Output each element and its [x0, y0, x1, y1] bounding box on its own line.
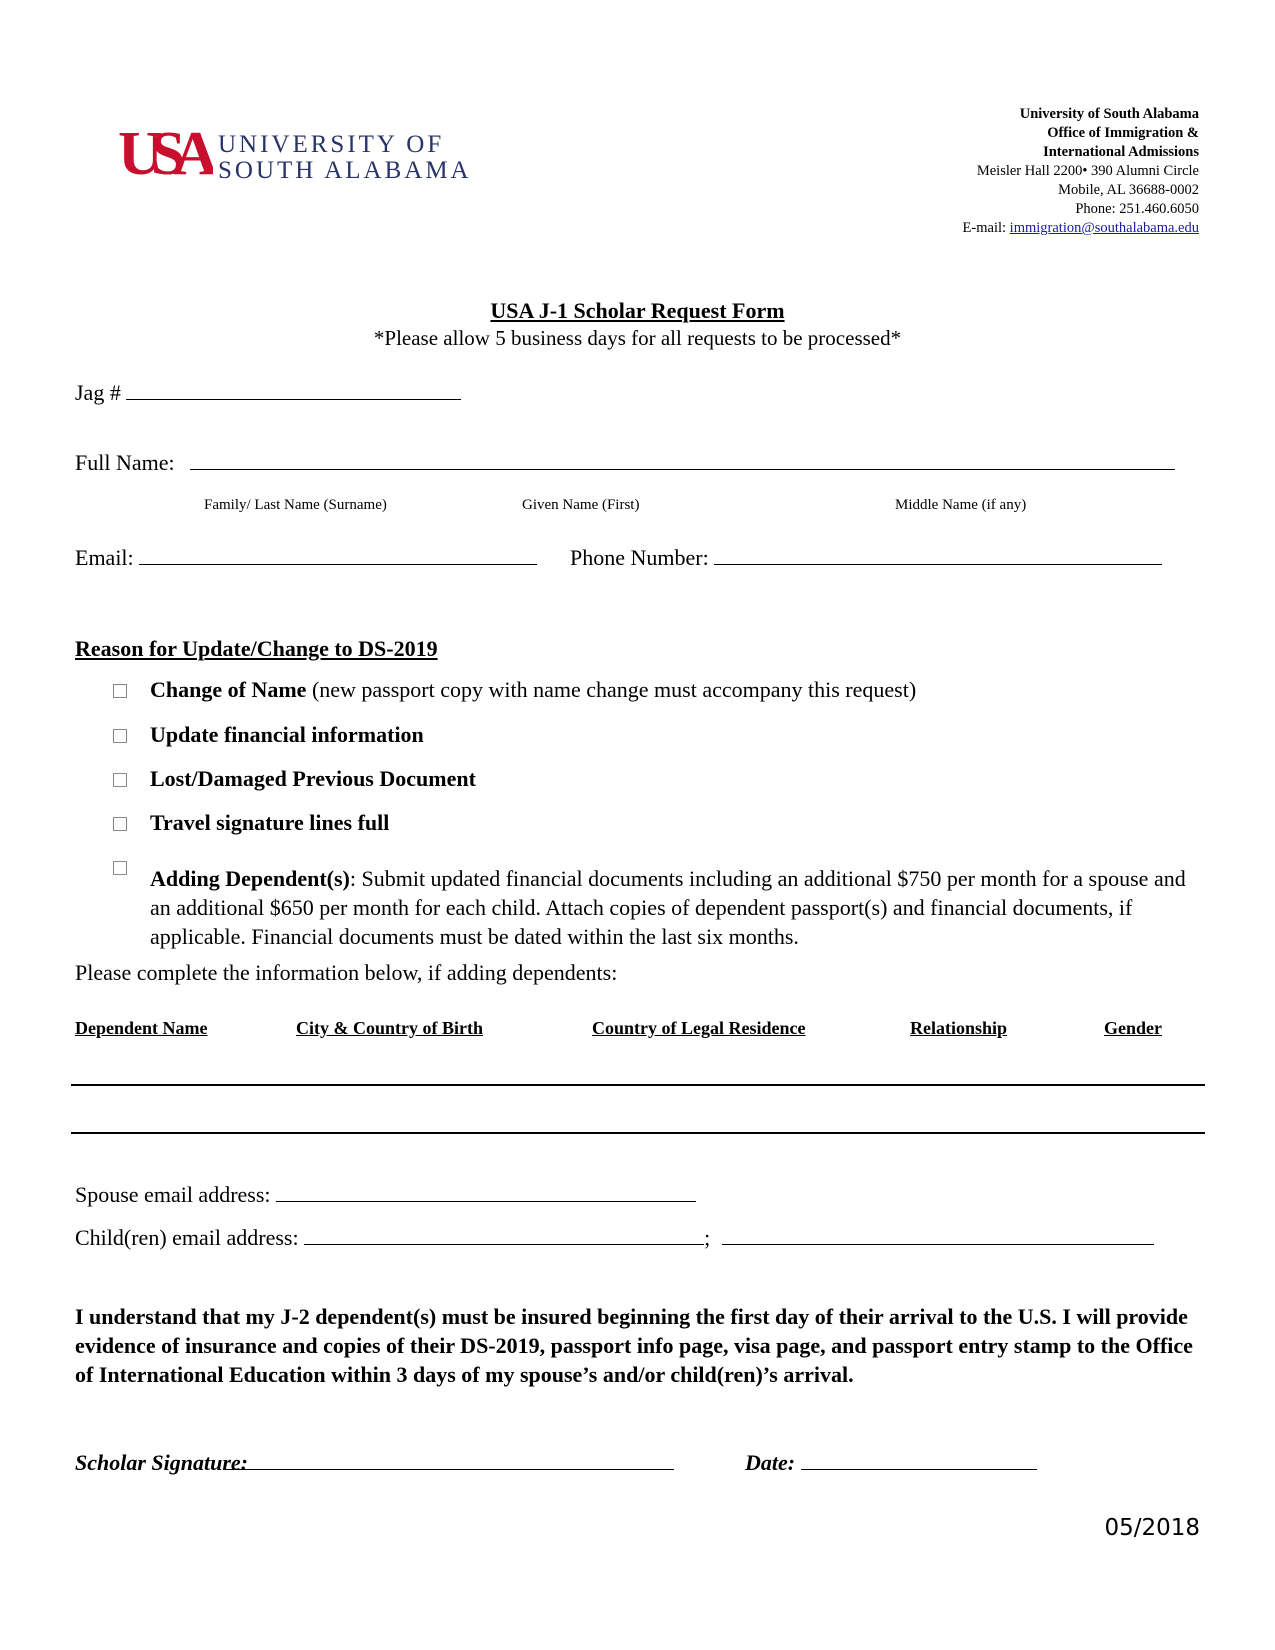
- child-email-line-2[interactable]: [722, 1226, 1154, 1245]
- checkbox-adding-dependents[interactable]: [113, 861, 127, 875]
- address-office-1: Office of Immigration &: [1047, 125, 1199, 141]
- reason-bold: Update financial information: [150, 722, 424, 747]
- column-city-country-birth: City & Country of Birth: [296, 1018, 483, 1038]
- checkbox-travel-signature[interactable]: [113, 817, 127, 831]
- reason-change-of-name: [150, 677, 916, 703]
- first-name-caption: Given Name (First): [522, 497, 640, 513]
- jag-input-line[interactable]: [126, 381, 461, 400]
- child-email-label: Child(ren) email address:: [75, 1225, 299, 1250]
- last-name-caption: Family/ Last Name (Surname): [204, 497, 387, 513]
- child-email-separator: ;: [704, 1225, 711, 1250]
- dependent-row-line-2[interactable]: [71, 1132, 1205, 1134]
- logo-monogram: USA: [118, 120, 207, 188]
- logo-line2: SOUTH ALABAMA: [218, 157, 472, 184]
- child-email-line-1[interactable]: [304, 1226, 704, 1245]
- reason-adding-dependents: [150, 864, 1210, 951]
- logo-wordmark: [218, 132, 472, 184]
- form-version: 05/2018: [1104, 1515, 1200, 1541]
- reason-update-financial: [150, 722, 424, 748]
- address-city: Mobile, AL 36688-0002: [1058, 182, 1199, 198]
- date-line[interactable]: [801, 1451, 1037, 1470]
- child-email-row: [75, 1225, 1154, 1251]
- fullname-input-line[interactable]: [190, 451, 1175, 470]
- column-relationship: Relationship: [910, 1018, 1008, 1038]
- reason-bold: Adding Dependent(s): [150, 866, 350, 891]
- column-gender: Gender: [1104, 1018, 1162, 1038]
- checkbox-lost-damaged[interactable]: [113, 773, 127, 787]
- date-label: Date:: [745, 1450, 796, 1475]
- scholar-signature-line[interactable]: [224, 1451, 674, 1470]
- email-input-line[interactable]: [139, 546, 537, 565]
- middle-name-caption: Middle Name (if any): [895, 497, 1027, 513]
- spouse-email-line[interactable]: [276, 1183, 696, 1202]
- fullname-label: Full Name:: [75, 450, 175, 475]
- insurance-acknowledgement: I understand that my J-2 dependent(s) must be insured beginning the first day of their arrival to the U.S. I will provide evidence of insurance and copies of their DS-2019, passport info page, visa page, and passport entry stamp to the Office of International Education within 3 days of my spouse’s and/or child(ren)’s arrival.: [75, 1304, 1193, 1387]
- checkbox-change-of-name[interactable]: [113, 684, 127, 698]
- university-logo: [118, 118, 498, 193]
- reason-bold: Change of Name: [150, 677, 307, 702]
- address-street: Meisler Hall 2200• 390 Alumni Circle: [976, 163, 1199, 179]
- spouse-email-label: Spouse email address:: [75, 1182, 271, 1207]
- address-org: University of South Alabama: [1019, 106, 1199, 122]
- jag-field-row: [75, 380, 461, 406]
- email-field-row: [75, 545, 537, 571]
- reason-bold: Lost/Damaged Previous Document: [150, 766, 476, 791]
- usa-monogram-icon: [118, 118, 213, 188]
- scholar-signature-row: [75, 1450, 674, 1476]
- scholar-signature-label: Scholar Signature:: [75, 1450, 248, 1475]
- phone-label: Phone Number:: [570, 545, 709, 570]
- dependents-intro: Please complete the information below, if adding dependents:: [75, 960, 618, 985]
- email-label: Email:: [75, 545, 134, 570]
- form-title: USA J-1 Scholar Request Form: [490, 298, 785, 323]
- address-office-2: International Admissions: [1043, 144, 1199, 160]
- column-country-legal-residence: Country of Legal Residence: [592, 1018, 806, 1038]
- form-subtitle: *Please allow 5 business days for all requests to be processed*: [373, 326, 902, 350]
- column-dependent-name: Dependent Name: [75, 1018, 208, 1038]
- reason-lost-damaged: [150, 766, 476, 792]
- dependent-row-line-1[interactable]: [71, 1084, 1205, 1086]
- phone-input-line[interactable]: [714, 546, 1162, 565]
- jag-label: Jag #: [75, 380, 121, 405]
- date-row: [745, 1450, 1037, 1476]
- fullname-field-row: [75, 450, 1175, 476]
- office-address: [963, 105, 1199, 238]
- address-email-label: E-mail:: [962, 220, 1010, 236]
- address-phone: Phone: 251.460.6050: [1075, 201, 1199, 217]
- reason-bold: Travel signature lines full: [150, 810, 390, 835]
- reason-travel-signature: [150, 810, 389, 836]
- reason-rest: (new passport copy with name change must accompany this request): [306, 677, 917, 702]
- email-link[interactable]: immigration@southalabama.edu: [1009, 220, 1199, 236]
- phone-field-row: [570, 545, 1162, 571]
- reasons-heading: Reason for Update/Change to DS-2019: [75, 636, 438, 661]
- reason-rest: : Submit updated financial documents including an additional $750 per month for a spouse and an additional $650 per month for each child. Attach copies of dependent passport(s) and financial documents, if applicable. Financial documents must be dated within the last six months.: [150, 866, 1186, 949]
- checkbox-update-financial[interactable]: [113, 729, 127, 743]
- spouse-email-row: [75, 1182, 696, 1208]
- logo-line1: UNIVERSITY OF: [218, 131, 445, 158]
